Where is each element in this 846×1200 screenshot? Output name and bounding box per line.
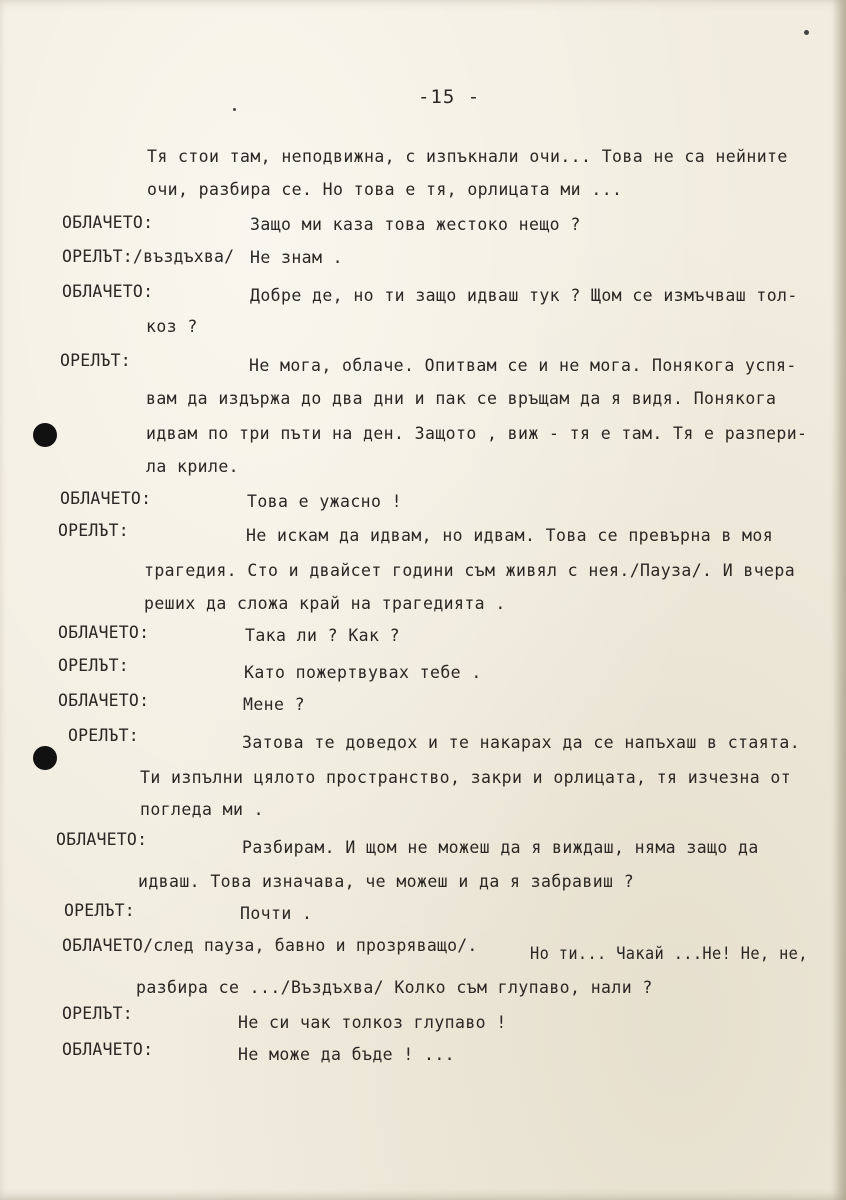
dialogue-line: трагедия. Сто и двайсет години съм живял с нея./Пауза/. И вчера (144, 561, 796, 580)
paper-edge-shadow (832, 0, 846, 1200)
dialogue-line: вам да издържа до два дни и пак се връщам да я видя. Понякога (146, 389, 777, 408)
dialogue-line: погледа ми . (140, 800, 265, 819)
dialogue-line: разбира се .../Въздъхва/ Колко съм глупаво, нали ? (136, 978, 653, 997)
speaker-label: ОБЛАЧЕТО: (62, 213, 154, 232)
punch-hole-lower (33, 746, 57, 770)
speaker-label: ОРЕЛЪТ: (60, 351, 131, 370)
speaker-label: ОРЕЛЪТ:/въздъхва/ (62, 247, 235, 266)
speaker-label: ОБЛАЧЕТО: (62, 1040, 154, 1059)
dialogue-line: реших да сложа край на трагедията . (144, 594, 506, 613)
dialogue-line: Така ли ? Как ? (245, 626, 401, 645)
speaker-label: ОРЕЛЪТ: (62, 1004, 133, 1023)
dialogue-line: ла криле. (146, 457, 240, 476)
dialogue-line: коз ? (146, 317, 198, 336)
dialogue-line: Не искам да идвам, но идвам. Това се превърна в моя (246, 526, 774, 545)
dialogue-line: Добре де, но ти защо идваш тук ? Щом се измъчваш тол- (250, 286, 798, 305)
dialogue-line: Мене ? (243, 695, 306, 714)
dialogue-line: Защо ми каза това жестоко нещо ? (250, 215, 581, 234)
dialogue-line: Затова те доведох и те накарах да се напъхаш в стаята. (242, 733, 801, 752)
dialogue-line: Разбирам. И щом не можеш да я виждаш, няма защо да (242, 838, 759, 857)
dialogue-line: Ти изпълни цялото пространство, закри и орлицата, тя изчезна от (140, 768, 792, 787)
speaker-label: ОРЕЛЪТ: (58, 656, 129, 675)
page-number: -15 - (418, 86, 481, 108)
dialogue-line: Като пожертвувах тебе . (244, 663, 482, 682)
narration-line: очи, разбира се. Но това е тя, орлицата ми ... (147, 180, 623, 199)
dialogue-line: Не знам . (250, 248, 344, 267)
dialogue-line: Но ти... Чакай ...Не! Не, не, (530, 944, 808, 963)
speaker-label: ОБЛАЧЕТО: (58, 691, 150, 710)
punch-hole-upper (33, 423, 57, 447)
speaker-label: ОБЛАЧЕТО: (62, 282, 154, 301)
speaker-label: ОРЕЛЪТ: (64, 901, 135, 920)
ink-speck (804, 30, 809, 35)
dialogue-line: идвам по три пъти на ден. Защото , виж - тя е там. Тя е разпери- (146, 424, 808, 443)
ink-speck (233, 108, 236, 111)
speaker-label: ОБЛАЧЕТО: (58, 623, 150, 642)
speaker-label: ОРЕЛЪТ: (68, 726, 139, 745)
dialogue-line: Не си чак толкоз глупаво ! (238, 1013, 507, 1032)
dialogue-line: идваш. Това изначава, че можеш и да я забравиш ? (138, 872, 635, 891)
narration-line: Тя стои там, неподвижна, с изпъкнали очи... Това не са нейните (147, 147, 788, 166)
speaker-label: ОРЕЛЪТ: (58, 521, 129, 540)
dialogue-line: Почти . (240, 904, 313, 923)
dialogue-line: Това е ужасно ! (247, 492, 403, 511)
speaker-label: ОБЛАЧЕТО/след пауза, бавно и прозряващо/. (62, 936, 478, 955)
speaker-label: ОБЛАЧЕТО: (56, 830, 148, 849)
speaker-label: ОБЛАЧЕТО: (60, 489, 152, 508)
dialogue-line: Не може да бъде ! ... (238, 1045, 456, 1064)
dialogue-line: Не мога, облаче. Опитвам се и не мога. Понякога успя- (249, 356, 797, 375)
